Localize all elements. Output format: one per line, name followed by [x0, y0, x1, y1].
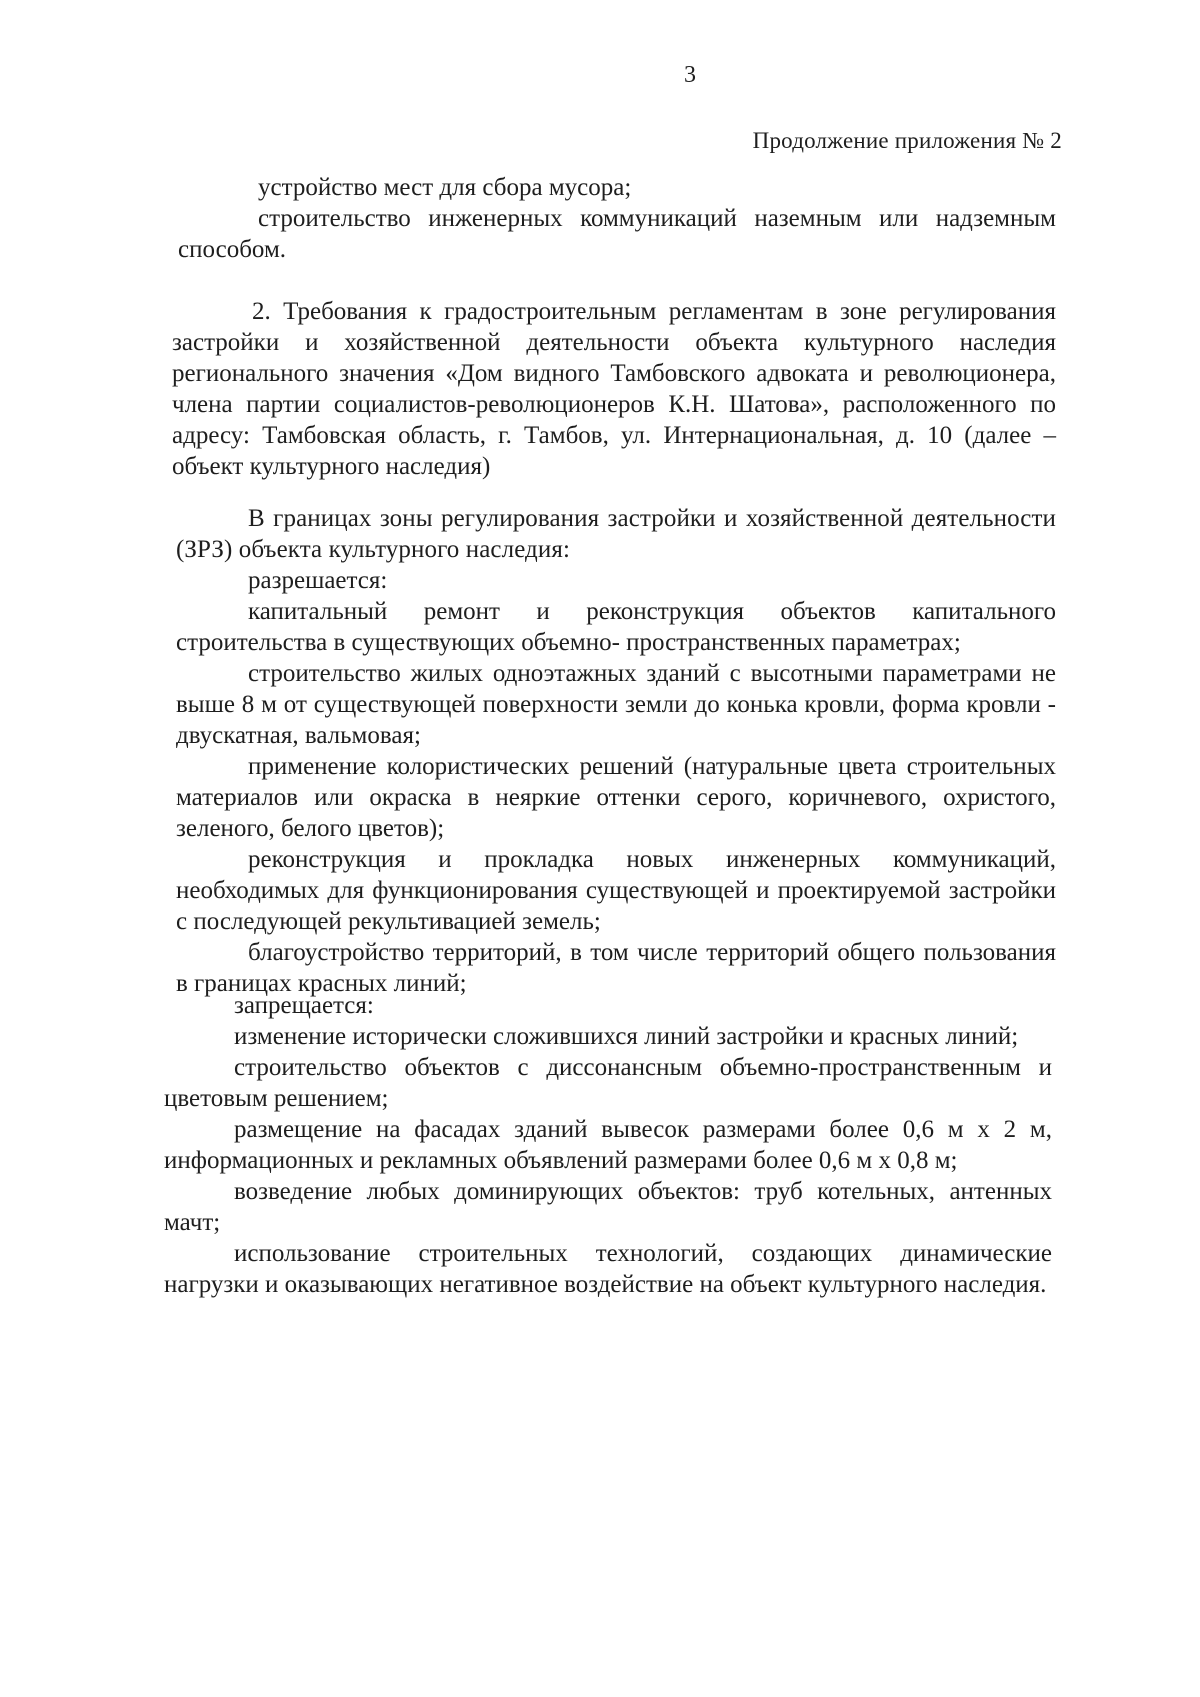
list-item: реконструкция и прокладка новых инженерных коммуникаций, необходимых для функционирования существующей и проектируемой застройки с последующей рекультивацией земель; [176, 846, 1056, 935]
list-item: благоустройство территорий, в том числе территорий общего пользования в границах красных линий; [176, 939, 1056, 997]
list-item: строительство жилых одноэтажных зданий с высотными параметрами не выше 8 м от существующей поверхности земли до конька кровли, форма кровли - двускатная, вальмовая; [176, 660, 1056, 749]
allowed-label: разрешается: [248, 567, 388, 594]
list-item: капитальный ремонт и реконструкция объектов капитального строительства в существующих объемно- пространственных параметрах; [176, 598, 1056, 656]
forbidden-label: запрещается: [234, 992, 374, 1019]
list-item: возведение любых доминирующих объектов: труб котельных, антенных мачт; [164, 1178, 1052, 1236]
list-continuation [178, 172, 1056, 265]
list-item: изменение исторически сложившихся линий застройки и красных линий; [234, 1023, 1019, 1050]
page-number: 3 [684, 62, 696, 88]
zrz-forbidden-section [164, 990, 1052, 1300]
list-item: строительство инженерных коммуникаций наземным или надземным способом. [178, 205, 1056, 263]
zrz-intro: В границах зоны регулирования застройки и хозяйственной деятельности (ЗРЗ) объекта культурного наследия: [176, 505, 1056, 563]
annex-note: Продолжение приложения № 2 [752, 128, 1062, 153]
list-item: размещение на фасадах зданий вывесок размерами более 0,6 м х 2 м, информационных и рекламных объявлений размерами более 0,6 м х 0,8 м; [164, 1116, 1052, 1174]
list-item: применение колористических решений (натуральные цвета строительных материалов или окраска в неяркие оттенки серого, коричневого, охристого, зеленого, белого цветов); [176, 753, 1056, 842]
list-item: устройство мест для сбора мусора; [258, 174, 632, 201]
list-item: использование строительных технологий, создающих динамические нагрузки и оказывающих негативное воздействие на объект культурного наследия. [164, 1240, 1052, 1298]
section-2-heading [172, 296, 1056, 482]
list-item: строительство объектов с диссонансным объемно-пространственным и цветовым решением; [164, 1054, 1052, 1112]
zrz-allowed-section [176, 503, 1056, 999]
section-heading-text: 2. Требования к градостроительным регламентам в зоне регулирования застройки и хозяйственной деятельности объекта культурного наследия регионального значения «Дом видного Тамбовского адвоката и революционера, члена партии социалистов-революционеров К.Н. Шатова», расположенного по адресу: Тамбовская область, г. Тамбов, ул. Интернациональная, д. 10 (далее – объект культурного наследия) [172, 298, 1056, 480]
